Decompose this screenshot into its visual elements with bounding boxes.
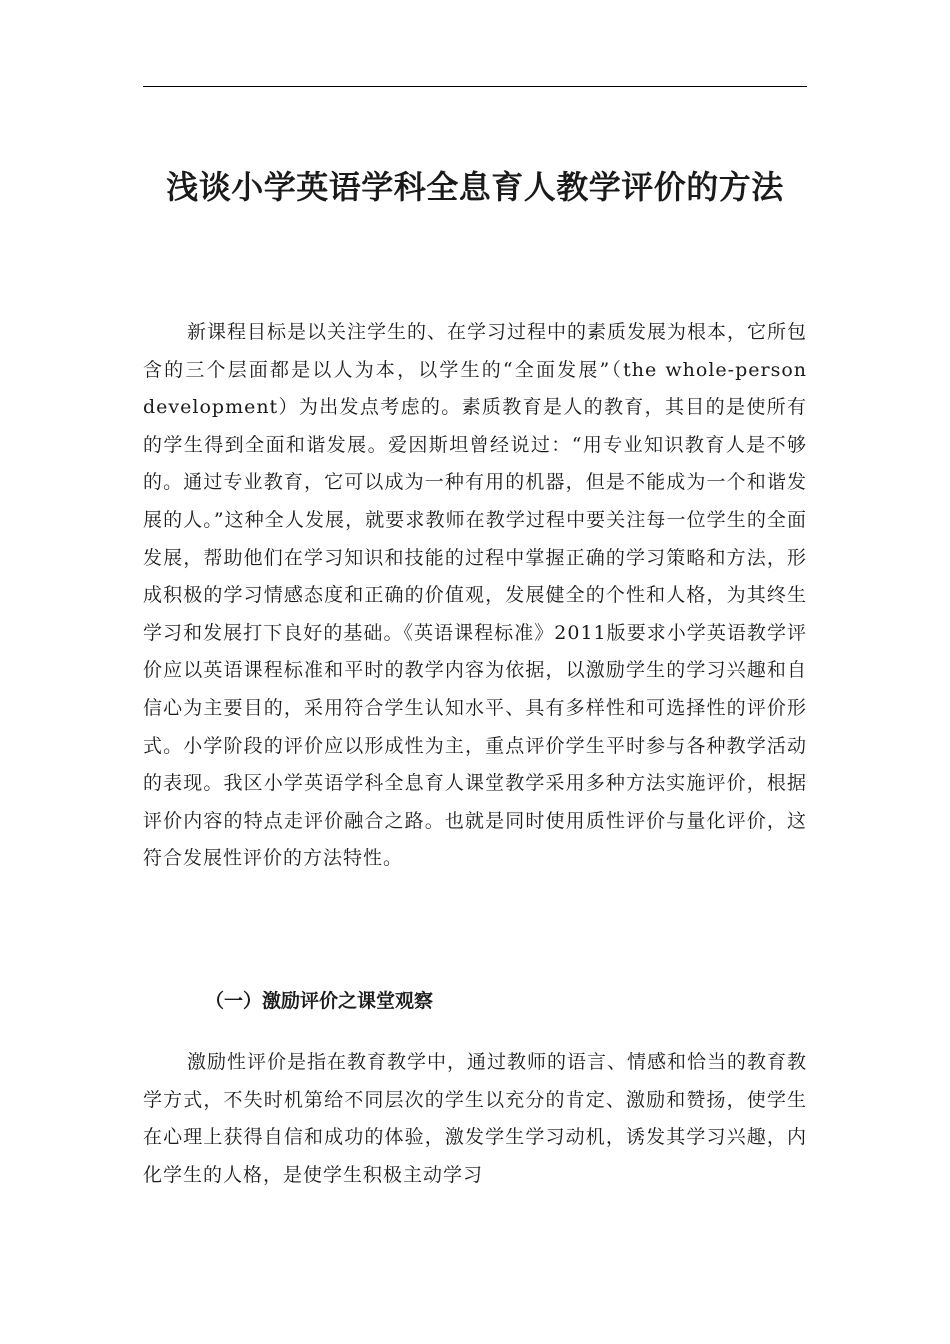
intro-paragraph-text: 新课程目标是以关注学生的、在学习过程中的素质发展为根本，它所包含的三个层面都是以人为本，以学生的“全面发展”（the whole-person development）为出发点考虑的。素质教育是人的教育，其目的是使所有的学生得到全面和谐发展。爱因斯坦曾经说过：“用专业知识教育人是不够的。通过专业教育，它可以成为一种有用的机器，但是不能成为一个和谐发展的人。”这种全人发展，就要求教师在教学过程中要关注每一位学生的全面发展，帮助他们在学习知识和技能的过程中掌握正确的学习策略和方法，形成积极的学习情感态度和正确的价值观，发展健全的个性和人格，为其终生学习和发展打下良好的基础。《英语课程标准》2011版要求小学英语教学评价应以英语课程标准和平时的教学内容为依据，以激励学生的学习兴趣和自信心为主要目的，采用符合学生认知水平、具有多样性和可选择性的评价形式。小学阶段的评价应以形成性为主，重点评价学生平时参与各种教学活动的表现。我区小学英语学科全息育人课堂教学采用多种方法实施评价，根据评价内容的特点走评价融合之路。也就是同时使用质性评价与量化评价，这符合发展性评价的方法特性。: [143, 321, 808, 870]
section-paragraph-text: 激励性评价是指在教育教学中，通过教师的语言、情感和恰当的教育教学方式，不失时机第给不同层次的学生以充分的肯定、激励和赞扬，使学生在心理上获得自信和成功的体验，激发学生学习动机，诱发其学习兴趣，内化学生的人格，是使学生积极主动学习: [143, 1051, 808, 1186]
header-rule: [143, 86, 807, 87]
intro-paragraph: [143, 314, 807, 878]
section-heading: （一）激励评价之课堂观察: [205, 990, 434, 1012]
section-paragraph: [143, 1044, 807, 1194]
document-title: 浅谈小学英语学科全息育人教学评价的方法: [166, 168, 784, 206]
